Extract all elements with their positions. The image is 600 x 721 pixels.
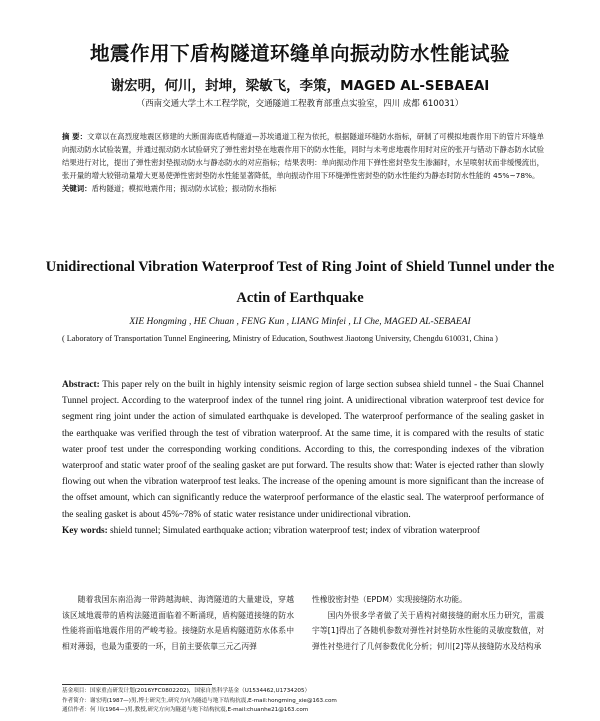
body-paragraph: 国内外很多学者做了关于盾构衬砌接缝的耐水压力研究，雷震宇等[1]得出了各随机参数对弹性衬封垫防水性能的灵敏度数值，对弹性衬垫进行了几何参数优化分析；何川[2]等从接缝防水及结构承 (312, 610, 544, 651)
paper-title-cn: 地震作用下盾构隧道环缝单向振动防水性能试验 (89, 42, 510, 65)
body-paragraph: 性橡胶密封垫（EPDM）实现接缝防水功能。 (312, 595, 467, 604)
body-paragraph: 随着我国东南沿海一带跨越海峡、海湾隧道的大量建设，穿越该区域地震带的盾构法隧道面临着不断涌现，盾构隧道接缝的防水性能将面临地震作用的严峻考验。接缝防水是盾构隧道防水体系中相对薄弱，也最为重要的一环，目前主要依靠三元乙丙弹 (62, 595, 294, 651)
abstract-label-cn: 摘 要： (62, 132, 88, 141)
body-column-left (62, 592, 294, 686)
affiliation-cn: （西南交通大学土木工程学院，交通隧道工程教育部重点实验室，四川 成都 610031） (136, 99, 464, 109)
footnote-contact: 通信作者：何 川(1964—)男,教授,研究方向为隧道与地下结构抗震,E-mail:chuanhe21@163.com (62, 707, 309, 713)
keywords-text-en: shield tunnel; Simulated earthquake action; vibration waterproof test; index of vibration waterproof (110, 525, 481, 536)
footnotes (62, 687, 544, 716)
body-column-right (312, 592, 544, 686)
keywords-text-cn: 盾构隧道；模拟地震作用；振动防水试验；振动防水指标 (91, 184, 277, 193)
footnote-author: 作者简介：谢宏明(1987—)男,博士研究生,研究方向为隧道与地下结构抗震,E-mail:hongming_xie@163.com (62, 697, 337, 704)
body-columns (62, 592, 544, 686)
abstract-cn (62, 130, 544, 195)
author-list-cn: 谢宏明，何川，封坤，梁敏飞，李策，MAGED AL-SEBAEAI (110, 78, 490, 94)
abstract-text-en: This paper rely on the built in highly intensity seismic region of large section subsea shield tunnel - the Suai Channel Tunnel project. According to the waterproof index of the tunnel ring joint. A unidirectional vibration waterproof test device for segment ring joint under the action of simulated earthquake is developed. The waterproof performance of the sealing gasket in the earthquake was verified through the test of vibration waterproof. At the same time, it is compared with the results of static water proof test under the corresponding working conditions. According to this, the corresponding indexes of the vibration waterproof and static water proof of the sealing gasket are put forward. The results show that: Water is ejected rather than slowly flowing out when the vibration waterproof test leaks. The increase of the opening amount is more significant than the increase of the offset amount, which can significantly reduce the waterproof performance of the elastic seal. The waterproof performance of the sealing gasket is about 45%~78% of static water resistance under unidirectional vibration. (62, 380, 545, 520)
abstract-text-cn: 文章以在高烈度地震区修建的大断面海底盾构隧道—苏埃通道工程为依托，根据隧道环缝防水指标，研制了可模拟地震作用下的管片环缝单向振动防水试验装置，并通过振动防水试验研究了弹性密封垫在地震作用下的防水性能，同时与未考虑地震作用时对应的张开与错动下静态防水试验结果进行对比，提出了弹性密封垫振动防水与静态防水的对应指标；结果表明：单向振动作用下弹性密封垫发生渗漏时，水呈喷射状而非缓慢流出，张开量的增大较错动量增大更易使弹性密封垫防水性能显著降低，单向振动作用下环缝弹性密封垫的防水性能约为静态时防水性能的 45%~78%。 (62, 132, 544, 180)
keywords-label-en: Key words: (62, 525, 108, 536)
author-list-en: XIE Hongming , HE Chuan , FENG Kun , LIANG Minfei , LI Che, MAGED AL-SEBAEAI (129, 317, 471, 327)
keywords-label-cn: 关键词： (62, 184, 92, 193)
abstract-en (62, 377, 544, 539)
footnote-fund: 基金项目：国家重点研发计划(2016YFC0802202)，国家自然科学基金（U1534462,U1734205） (62, 688, 311, 694)
abstract-label-en: Abstract: (62, 380, 100, 390)
footnote-divider (62, 684, 212, 685)
affiliation-en: ( Laboratory of Transportation Tunnel Engineering, Ministry of Education, Southwest Jiaotong University, Chengdu 610031, China ) (62, 334, 498, 343)
paper-title-en: Unidirectional Vibration Waterproof Test of Ring Joint of Shield Tunnel under the Actin of Earthquake (45, 259, 555, 306)
